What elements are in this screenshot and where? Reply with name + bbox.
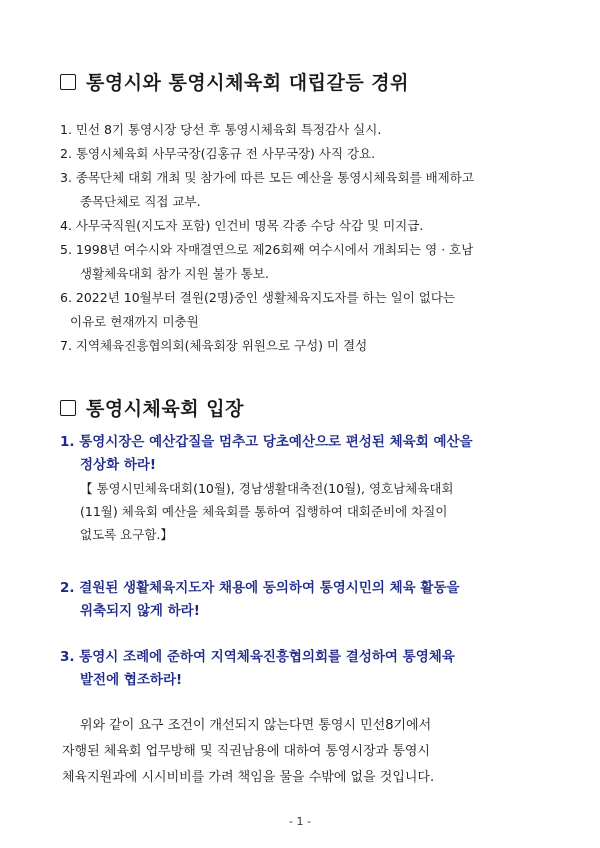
list-item: 6. 2022년 10월부터 결원(2명)중인 생활체육지도자를 하는 일이 없다는 이유로 현재까지 미충원	[60, 290, 455, 329]
list-item: 4. 사무국직원(지도자 포함) 인건비 명목 각종 수당 삭감 및 미지급.	[60, 218, 424, 233]
conflict-history-list	[60, 118, 560, 358]
closing-statement: 위와 같이 요구 조건이 개선되지 않는다면 통영시 민선8기에서 자행된 체육회 업무방해 및 직권남용에 대하여 통영시장과 통영시 체육지원과에 시시비비를 가려 책임을 물을 수밖에 없을 것입니다.	[62, 718, 435, 785]
section-heading-text: 통영시체육회 입장	[86, 398, 244, 420]
page-number: - 1 -	[289, 815, 311, 828]
demand-detail-line: (11월) 체육회 예산을 체육회를 통하여 집행하여 대회준비에 차질이	[80, 504, 448, 519]
checkbox-square-icon	[60, 400, 76, 416]
checkbox-square-icon	[60, 74, 76, 90]
section-heading-conflict-history	[60, 68, 409, 95]
demand-title: 2. 결원된 생활체육지도자 채용에 동의하여 통영시민의 체육 활동을 위축되지 않게 하라!	[60, 580, 460, 619]
demand-item-budget	[60, 431, 570, 546]
demand-item-instructor-hiring	[60, 577, 570, 623]
section-heading-text: 통영시와 통영시체육회 대립갈등 경위	[86, 72, 410, 94]
demand-detail-line: 없도록 요구함.】	[80, 527, 173, 542]
demand-title: 1. 통영시장은 예산갑질을 멈추고 당초예산으로 편성된 체육회 예산을 정상화 하라!	[60, 434, 473, 473]
list-item: 7. 지역체육진흥협의회(체육회장 위원으로 구성) 미 결성	[60, 338, 368, 353]
list-item: 2. 통영시체육회 사무국장(김홍규 전 사무국장) 사직 강요.	[60, 146, 376, 161]
list-item: 1. 민선 8기 통영시장 당선 후 통영시체육회 특정감사 실시.	[60, 122, 382, 137]
list-item: 3. 종목단체 대회 개최 및 참가에 따른 모든 예산을 통영시체육회를 배제하고 종목단체로 직접 교부.	[60, 170, 474, 209]
demand-detail-line: 【 통영시민체육대회(10월), 경남생활대축전(10월), 영호남체육대회	[80, 481, 454, 496]
demand-item-council	[60, 646, 570, 692]
list-item: 5. 1998년 여수시와 자매결연으로 제26회째 여수시에서 개최되는 영 · 호남 생활체육대회 참가 지원 불가 통보.	[60, 242, 474, 281]
demand-title: 3. 통영시 조례에 준하여 지역체육진흥협의회를 결성하여 통영체육 발전에 협조하라!	[60, 649, 455, 688]
section-heading-position	[60, 394, 244, 421]
